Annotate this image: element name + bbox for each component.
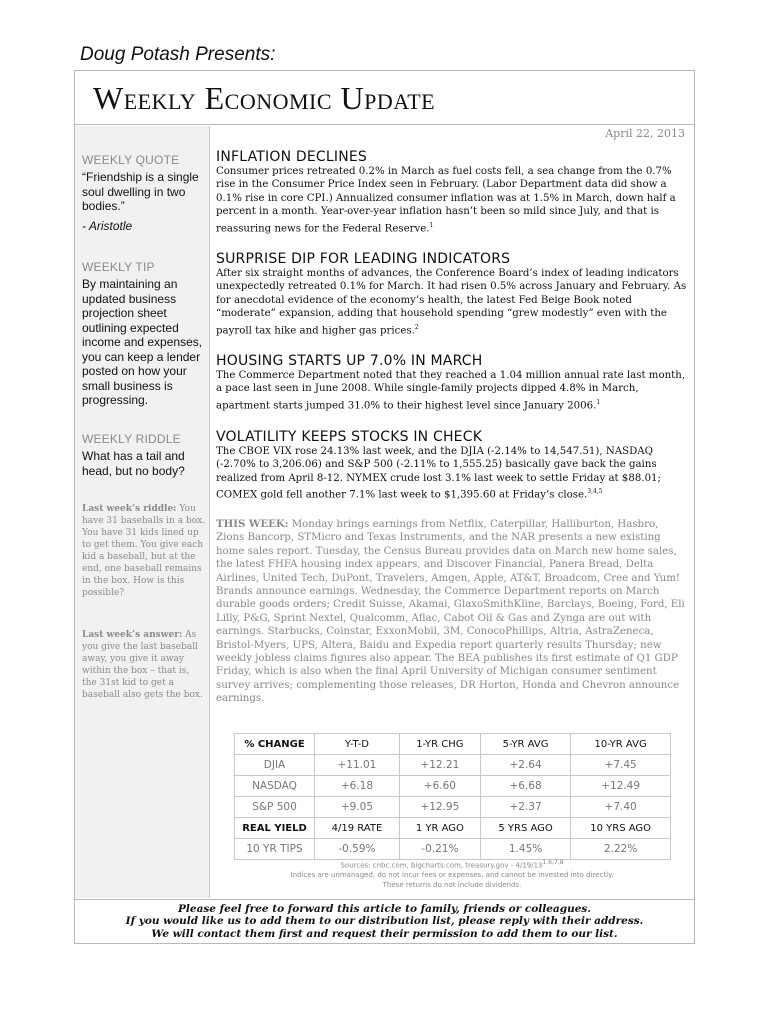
- table-header-cell: 10 YRS AGO: [571, 818, 671, 839]
- table-row: [235, 839, 671, 860]
- article-heading: INFLATION DECLINES: [216, 149, 368, 165]
- table-cell: -0.59%: [315, 839, 400, 860]
- market-table: [234, 733, 671, 860]
- weekly-tip-text: By maintaining an updated business projection sheet outlining expected income and expenses, you can keep a lender posted on how your small business is progressing.: [82, 277, 203, 407]
- table-cell: S&P 500: [235, 797, 315, 818]
- table-cell: +6.60: [399, 776, 480, 797]
- issue-date: April 22, 2013: [605, 127, 685, 140]
- this-week-text: Monday brings earnings from Netflix, Caterpillar, Halliburton, Hasbro, Zions Bancorp, STMicro and Texas Instruments, and the NAR presents a new existing home sales report. Tuesday, the Census Bureau provides data on March new home sales, the latest FHFA housing index appears, and Discover Financial, Panera Bread, Delta Airlines, United Tech, DuPont, Travelers, Amgen, Apple, AT&T, Broadcom, Cree and Yum! Brands announce earnings. Wednesday, the Commerce Department reports on March durable goods orders; Credit Suisse, Akamai, GlaxoSmithKline, Barclays, Boeing, Ford, Eli Lilly, P&G, Sprint Nextel, Qualcomm, Aflac, Cabot Oil & Gas and Zynga are out with earnings. Starbucks, Coinstar, ExxonMobil, 3M, ConocoPhillips, Altria, AstraZeneca, Bristol-Myers, UPS, Altera, Baidu and Expedia report quarterly results Thursday; new weekly jobless claims figures also appear. The BEA publishes its first estimate of Q1 GDP Friday, which is also when the final April University of Michigan consumer sentiment survey arrives; complementing those releases, DR Horton, Honda and Chevron announce earnings.: [216, 519, 685, 705]
- table-cell: +7.40: [571, 797, 671, 818]
- article-body: The Commerce Department noted that they reached a 1.04 million annual rate last month, a pace last seen in June 2008. While single-family projects dipped 4.8% in March, apartment starts jumped 31.0% to their highest level since January 2006.$^1$: [216, 370, 686, 412]
- footer-line: We will contact them first and request their permission to add them to our list.: [151, 927, 618, 940]
- article-body: After six straight months of advances, the Conference Board’s index of leading indicators unexpectedly retreated 0.1% for March. It had risen 0.5% across January and February. As for anecdotal evidence of the economy’s health, the latest Fed Beige Book noted “moderate” expansion, adding that household spending “grew modestly” even with the payroll tax hike and higher gas prices.$^2$: [216, 268, 687, 337]
- table-cell: +12.95: [399, 797, 480, 818]
- weekly-riddle-text: What has a tail and head, but no body?: [82, 449, 185, 478]
- article-leading-indicators: [216, 251, 688, 337]
- weekly-quote-author: - Aristotle: [82, 219, 133, 233]
- sources-note: [216, 858, 688, 890]
- table-header-cell: Y-T-D: [315, 734, 400, 755]
- article-body: The CBOE VIX rose 24.13% last week, and the DJIA (-2.14% to 14,547.51), NASDAQ (-2.70% to 3,206.06) and S&P 500 (-2.11% to 1,555.25) basically gave back the gains realized from April 8-12. NYMEX crude lost 3.1% last week to settle Friday at $88.01; COMEX gold fell another 7.1% last week to $1,395.60 at Friday’s close.$^{3,4,5}$: [216, 446, 661, 501]
- table-cell: +2.64: [480, 755, 570, 776]
- weekly-riddle-heading: WEEKLY RIDDLE: [82, 432, 181, 446]
- disclaimer-line: Indices are unmanaged, do not incur fees or expenses, and cannot be invested into directly.: [290, 871, 614, 880]
- this-week: [216, 518, 688, 706]
- footer-line: Please feel free to forward this article to family, friends or colleagues.: [178, 903, 591, 915]
- last-riddle: [82, 503, 206, 599]
- table-header-cell: 5-YR AVG: [480, 734, 570, 755]
- article-housing-starts: [216, 353, 688, 413]
- table-header-cell: 1-YR CHG: [399, 734, 480, 755]
- presenter-line: Doug Potash Presents:: [80, 44, 276, 65]
- this-week-label: THIS WEEK:: [216, 518, 289, 530]
- last-answer: [82, 629, 206, 701]
- article-inflation: [216, 149, 688, 235]
- sources-line: Sources: cnbc.com, bigcharts.com, treasury.gov - 4/19/13$^{1,6,7,8}$: [340, 859, 564, 870]
- table-row: [235, 776, 671, 797]
- title-box: [75, 71, 694, 125]
- table-cell: DJIA: [235, 755, 315, 776]
- table-header-row: [235, 734, 671, 755]
- table-cell: +2.37: [480, 797, 570, 818]
- table-header-cell: REAL YIELD: [235, 818, 315, 839]
- table-cell: +11.01: [315, 755, 400, 776]
- weekly-quote-heading: WEEKLY QUOTE: [82, 153, 180, 167]
- table-header-row: [235, 818, 671, 839]
- table-cell: +9.05: [315, 797, 400, 818]
- last-riddle-text: You have 31 baseballs in a box. You have 31 kids lined up to get them. You give each kid a baseball, but at the end, one baseball remains in the box. How is this possible?: [82, 504, 206, 598]
- article-heading: VOLATILITY KEEPS STOCKS IN CHECK: [216, 429, 483, 445]
- weekly-quote-text: “Friendship is a single soul dwelling in two bodies.”: [82, 170, 199, 213]
- sidebar: [75, 126, 210, 898]
- table-header-cell: 10-YR AVG: [571, 734, 671, 755]
- table-header-cell: 1 YR AGO: [399, 818, 480, 839]
- table-cell: +6.18: [315, 776, 400, 797]
- article-heading: HOUSING STARTS UP 7.0% IN MARCH: [216, 353, 483, 369]
- table-cell: +6.68: [480, 776, 570, 797]
- article-body: Consumer prices retreated 0.2% in March as fuel costs fell, a sea change from the 0.7% rise in the Consumer Price Index seen in February. (Labor Department data did show a 0.1% rise in core CPI.) Annualized consumer inflation was at 1.5% in March, down half a percent in a month. Year-over-year inflation hasn’t been so mild since July, and that is reassuring news for the Federal Reserve.$^1$: [216, 166, 676, 235]
- weekly-tip-heading: WEEKLY TIP: [82, 260, 155, 274]
- last-riddle-label: Last week’s riddle:: [82, 504, 177, 514]
- article-heading: SURPRISE DIP FOR LEADING INDICATORS: [216, 251, 511, 267]
- footer-line: If you would like us to add them to our distribution list, please reply with their address.: [125, 915, 644, 928]
- newsletter-title: Weekly Economic Update: [93, 80, 436, 116]
- table-cell: +12.21: [399, 755, 480, 776]
- table-cell: NASDAQ: [235, 776, 315, 797]
- table-header-cell: 4/19 RATE: [315, 818, 400, 839]
- last-answer-text: As you give the last baseball away, you give it away within the box – that is, the 31st kid to get a baseball also gets the box.: [82, 630, 203, 700]
- table-row: [235, 755, 671, 776]
- dividends-line: These returns do not include dividends.: [382, 881, 522, 890]
- table-cell: -0.21%: [399, 839, 480, 860]
- table-header-cell: 5 YRS AGO: [480, 818, 570, 839]
- table-cell: 1.45%: [480, 839, 570, 860]
- table-cell: 2.22%: [571, 839, 671, 860]
- footer: [75, 899, 694, 943]
- table-row: [235, 797, 671, 818]
- last-answer-label: Last week’s answer:: [82, 630, 183, 640]
- article-volatility: [216, 429, 688, 502]
- table-header-cell: % CHANGE: [235, 734, 315, 755]
- table-cell: +7.45: [571, 755, 671, 776]
- table-cell: 10 YR TIPS: [235, 839, 315, 860]
- newsletter-frame: [74, 70, 695, 944]
- table-cell: +12.49: [571, 776, 671, 797]
